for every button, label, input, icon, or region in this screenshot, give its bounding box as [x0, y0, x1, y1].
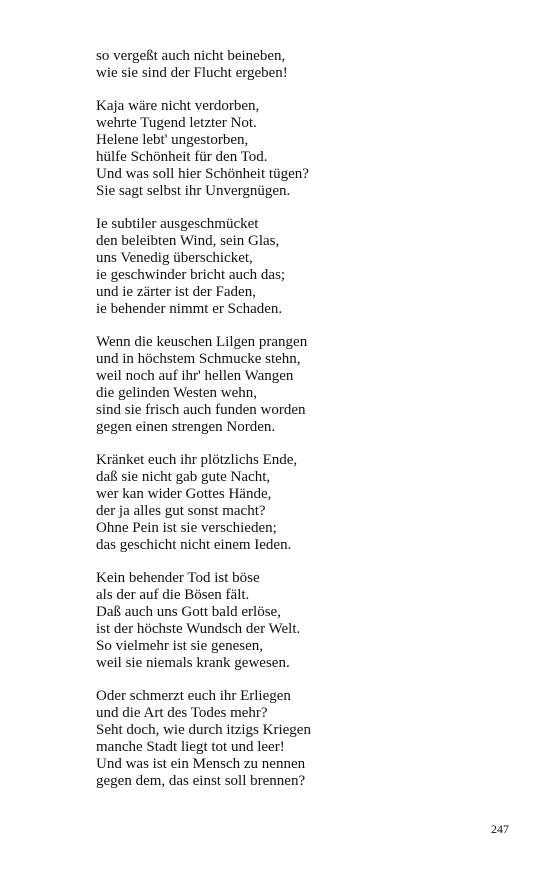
- poem-line: ist der höchste Wundsch der Welt.: [96, 620, 301, 637]
- poem-line: und ie zärter ist der Faden,: [96, 283, 256, 300]
- poem-line: Helene lebt' ungestorben,: [96, 132, 249, 149]
- poem-line: den beleibten Wind, sein Glas,: [96, 233, 280, 250]
- poem-line: gegen dem, das einst soll brennen?: [96, 772, 306, 789]
- poem-line: Und was ist ein Mensch zu nennen: [96, 755, 306, 772]
- poem: [96, 48, 516, 806]
- poem-line: hülfe Schönheit für den Tod.: [96, 149, 268, 166]
- poem-line: die gelinden Westen wehn,: [96, 384, 257, 401]
- poem-line: so vergeßt auch nicht beineben,: [96, 48, 286, 64]
- poem-line: Ie subtiler ausgeschmücket: [96, 216, 259, 233]
- poem-line: Sie sagt selbst ihr Unvergnügen.: [96, 182, 291, 199]
- poem-line: ie behender nimmt er Schaden.: [96, 300, 283, 317]
- poem-line: Und was soll hier Schönheit tügen?: [96, 165, 309, 182]
- poem-line: als der auf die Bösen fält.: [96, 586, 250, 603]
- poem-line: So vielmehr ist sie genesen,: [96, 637, 264, 654]
- stanza: [96, 570, 516, 671]
- poem-line: weil noch auf ihr' hellen Wangen: [96, 368, 294, 384]
- poem-line: Wenn die keuschen Lilgen prangen: [96, 334, 308, 351]
- poem-line: manche Stadt liegt tot und leer!: [96, 738, 285, 755]
- page-number: 247: [491, 822, 509, 836]
- poem-line: das geschicht nicht einem Ieden.: [96, 536, 292, 553]
- poem-line: und in höchstem Schmucke stehn,: [96, 351, 301, 368]
- poem-line: gegen einen strengen Norden.: [96, 418, 276, 435]
- stanza: [96, 688, 516, 789]
- poem-line: Kränket euch ihr plötzlichs Ende,: [96, 452, 298, 469]
- poem-line: weil sie niemals krank gewesen.: [96, 654, 290, 671]
- poem-line: wie sie sind der Flucht ergeben!: [96, 64, 288, 81]
- stanza: [96, 48, 516, 82]
- poem-line: wer kan wider Gottes Hände,: [96, 485, 272, 502]
- poem-line: Ohne Pein ist sie verschieden;: [96, 519, 277, 536]
- poem-line: wehrte Tugend letzter Not.: [96, 115, 257, 132]
- poem-line: Kein behender Tod ist böse: [96, 570, 260, 587]
- poem-line: Kaja wäre nicht verdorben,: [96, 98, 260, 115]
- stanza: [96, 452, 516, 553]
- stanza: [96, 98, 516, 199]
- poem-line: sind sie frisch auch funden worden: [96, 401, 306, 418]
- poem-line: ie geschwinder bricht auch das;: [96, 266, 286, 283]
- poem-line: und die Art des Todes mehr?: [96, 704, 268, 721]
- stanza: [96, 334, 516, 435]
- stanza: [96, 216, 516, 317]
- poem-line: Daß auch uns Gott bald erlöse,: [96, 603, 281, 620]
- poem-line: daß sie nicht gab gute Nacht,: [96, 469, 271, 486]
- poem-line: der ja alles gut sonst macht?: [96, 502, 266, 519]
- poem-line: uns Venedig überschicket,: [96, 250, 253, 267]
- poem-line: Seht doch, wie durch itzigs Kriegen: [96, 721, 311, 738]
- poem-line: Oder schmerzt euch ihr Erliegen: [96, 688, 291, 704]
